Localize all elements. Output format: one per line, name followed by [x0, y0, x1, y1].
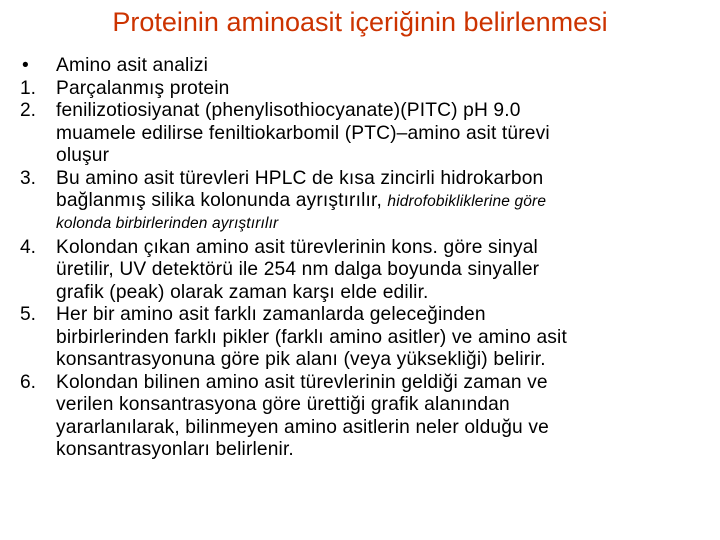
- list-item-text: [56, 168, 710, 234]
- list-item-line: verilen konsantrasyona göre ürettiği grafik alanından: [56, 394, 510, 415]
- list-item-text: [56, 237, 710, 305]
- list-item-text: [56, 55, 710, 78]
- list-item-text: [56, 304, 710, 372]
- list-item-bullet: [20, 55, 710, 78]
- list-item-1: [20, 78, 710, 101]
- list-number: 4.: [20, 236, 37, 258]
- slide-title: Proteinin aminoasit içeriğinin belirlenmesi: [112, 7, 608, 37]
- list-item-text: [56, 78, 710, 101]
- list-item-line-text: bağlanmış silika kolonunda ayrıştırılır,: [56, 190, 382, 211]
- list-item-line: konsantrasyonları belirlenir.: [56, 439, 294, 460]
- list-item-line: muamele edilirse feniltiokarbomil (PTC)–amino asit türevi: [56, 122, 550, 144]
- list-item-line: oluşur: [56, 145, 110, 166]
- list-item-3: [20, 168, 710, 234]
- list-item-line-with-italic: [56, 190, 710, 214]
- list-item-text: [56, 372, 710, 462]
- list-item-5: [20, 304, 710, 372]
- list-number: 5.: [20, 304, 37, 325]
- slide-content: [20, 55, 710, 462]
- list-number: 2.: [20, 100, 37, 121]
- list-item-line: yararlanılarak, bilinmeyen amino asitlerin neler olduğu ve: [56, 416, 549, 438]
- list-number: 6.: [20, 371, 37, 393]
- list-item-6: [20, 372, 710, 462]
- list-item-line: Kolondan çıkan amino asit türevlerinin kons. göre sinyal: [56, 236, 538, 258]
- list-item-4: [20, 237, 710, 305]
- list-item-line: Her bir amino asit farklı zamanlarda geleceğinden: [56, 304, 486, 325]
- italic-note: hidrofobikliklerine göre: [387, 193, 547, 210]
- list-item-line: birbirlerinden farklı pikler (farklı amino asitler) ve amino asit: [56, 326, 567, 348]
- list-item-line: Parçalanmış protein: [56, 77, 230, 99]
- list-item-line: Bu amino asit türevleri HPLC de kısa zincirli hidrokarbon: [56, 167, 544, 189]
- italic-note-line: kolonda birbirlerinden ayrıştırılır: [56, 214, 279, 232]
- list-item-text: [56, 100, 710, 168]
- list-number: 1.: [20, 77, 37, 99]
- bullet-marker: •: [22, 55, 29, 76]
- list-item-line: üretilir, UV detektörü ile 254 nm dalga boyunda sinyaller: [56, 259, 540, 280]
- list-item-line: konsantrasyonuna göre pik alanı (veya yüksekliği) belirir.: [56, 349, 546, 370]
- list-item-line: Kolondan bilinen amino asit türevlerinin geldiği zaman ve: [56, 371, 548, 393]
- list-item-2: [20, 100, 710, 168]
- list-number: 3.: [20, 167, 37, 189]
- list-item-line: grafik (peak) olarak zaman karşı elde edilir.: [56, 281, 429, 303]
- list-item-line: fenilizotiosiyanat (phenylisothiocyanate)(PITC) pH 9.0: [56, 100, 521, 121]
- list-item-line: Amino asit analizi: [56, 55, 209, 76]
